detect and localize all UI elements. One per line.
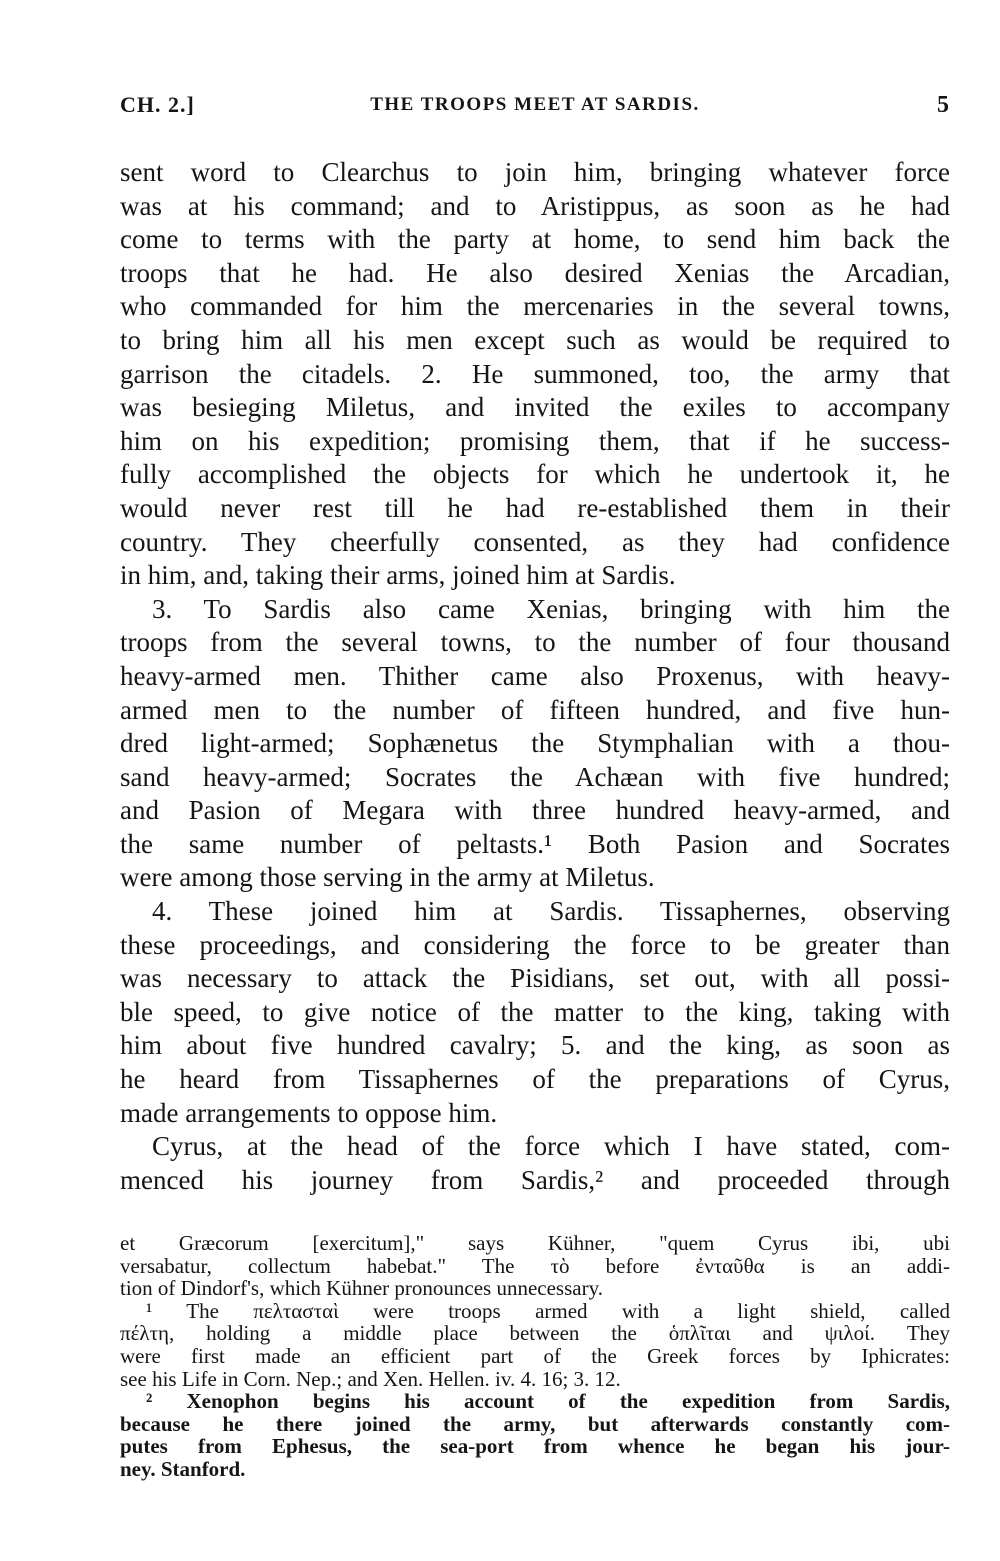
text-line: menced his journey from Sardis,² and proceeded through — [120, 1164, 950, 1195]
text-line: were among those serving in the army at Miletus. — [120, 862, 655, 893]
text-line: sand heavy-armed; Socrates the Achæan with five hundred; — [120, 761, 950, 792]
running-title: THE TROOPS MEET AT SARDIS. — [370, 94, 700, 115]
text-line: 4. These joined him at Sardis. Tissaphernes, observing — [152, 896, 950, 927]
text-line: troops from the several towns, to the number of four thousand — [120, 627, 950, 658]
footnote-line: tion of Dindorf's, which Kühner pronounces unnecessary. — [120, 1276, 603, 1301]
text-line: troops that he had. He also desired Xenias the Arcadian, — [120, 257, 950, 288]
text-line: heavy-armed men. Thither came also Proxenus, with heavy- — [120, 660, 950, 691]
text-line: he heard from Tissaphernes of the preparations of Cyrus, — [120, 1064, 950, 1095]
text-line: who commanded for him the mercenaries in the several towns, — [120, 291, 950, 322]
text-line: dred light-armed; Sophænetus the Stymphalian with a thou- — [120, 728, 950, 759]
footnote-line: versabatur, collectum habebat." The τὸ before ἐνταῦθα is an addi- — [120, 1253, 950, 1278]
footnote-line: ¹ The πελτασταὶ were troops armed with a light shield, called — [146, 1298, 950, 1323]
text-line: was besieging Miletus, and invited the exiles to accompany — [120, 392, 950, 423]
main-text-block — [120, 156, 950, 1197]
text-line: 3. To Sardis also came Xenias, bringing with him the — [152, 593, 950, 624]
footnote-line: were first made an efficient part of the Greek forces by Iphicrates: — [120, 1343, 950, 1368]
text-line: him about five hundred cavalry; 5. and the king, as soon as — [120, 1030, 950, 1061]
text-line: armed men to the number of fifteen hundred, and five hun- — [120, 694, 950, 725]
footnote-line: et Græcorum [exercitum]," says Kühner, "quem Cyrus ibi, ubi — [120, 1231, 950, 1255]
footnote-line: πέλτη, holding a middle place between the ὁπλῖται and ψιλοί. They — [120, 1321, 950, 1346]
footnote-line: see his Life in Corn. Nep.; and Xen. Hellen. iv. 4. 16; 3. 12. — [120, 1366, 621, 1391]
text-line: ble speed, to give notice of the matter to the king, taking with — [120, 996, 950, 1027]
footnote-line: ² Xenophon begins his account of the expedition from Sardis, — [146, 1389, 950, 1414]
text-line: to bring him all his men except such as would be required to — [120, 324, 950, 355]
text-line: the same number of peltasts.¹ Both Pasion and Socrates — [120, 828, 950, 859]
text-line: come to terms with the party at home, to send him back the — [120, 224, 950, 255]
footnote-line: ney. Stanford. — [120, 1456, 246, 1481]
running-header — [120, 92, 950, 132]
text-line: was necessary to attack the Pisidians, set out, with all possi- — [120, 963, 950, 994]
footnote-line: because he there joined the army, but afterwards constantly com- — [120, 1411, 950, 1436]
text-line: these proceedings, and considering the force to be greater than — [120, 929, 950, 960]
text-line: fully accomplished the objects for which he undertook it, he — [120, 459, 950, 490]
text-line: and Pasion of Megara with three hundred heavy-armed, and — [120, 795, 950, 826]
text-line: Cyrus, at the head of the force which I have stated, com- — [152, 1131, 950, 1162]
text-line: garrison the citadels. 2. He summoned, too, the army that — [120, 358, 950, 389]
text-line: him on his expedition; promising them, that if he success- — [120, 425, 950, 456]
text-line: made arrangements to oppose him. — [120, 1097, 498, 1128]
chapter-label: CH. 2.] — [120, 92, 195, 117]
page-number: 5 — [937, 92, 950, 118]
text-line: country. They cheerfully consented, as they had confidence — [120, 526, 950, 557]
footnotes-block — [120, 1232, 950, 1481]
text-line: was at his command; and to Aristippus, as soon as he had — [120, 190, 950, 221]
text-line: would never rest till he had re-established them in their — [120, 492, 950, 523]
text-line: sent word to Clearchus to join him, bringing whatever force — [120, 157, 950, 187]
footnote-line: putes from Ephesus, the sea-port from whence he began his jour- — [120, 1434, 950, 1459]
text-line: in him, and, taking their arms, joined him at Sardis. — [120, 560, 676, 591]
